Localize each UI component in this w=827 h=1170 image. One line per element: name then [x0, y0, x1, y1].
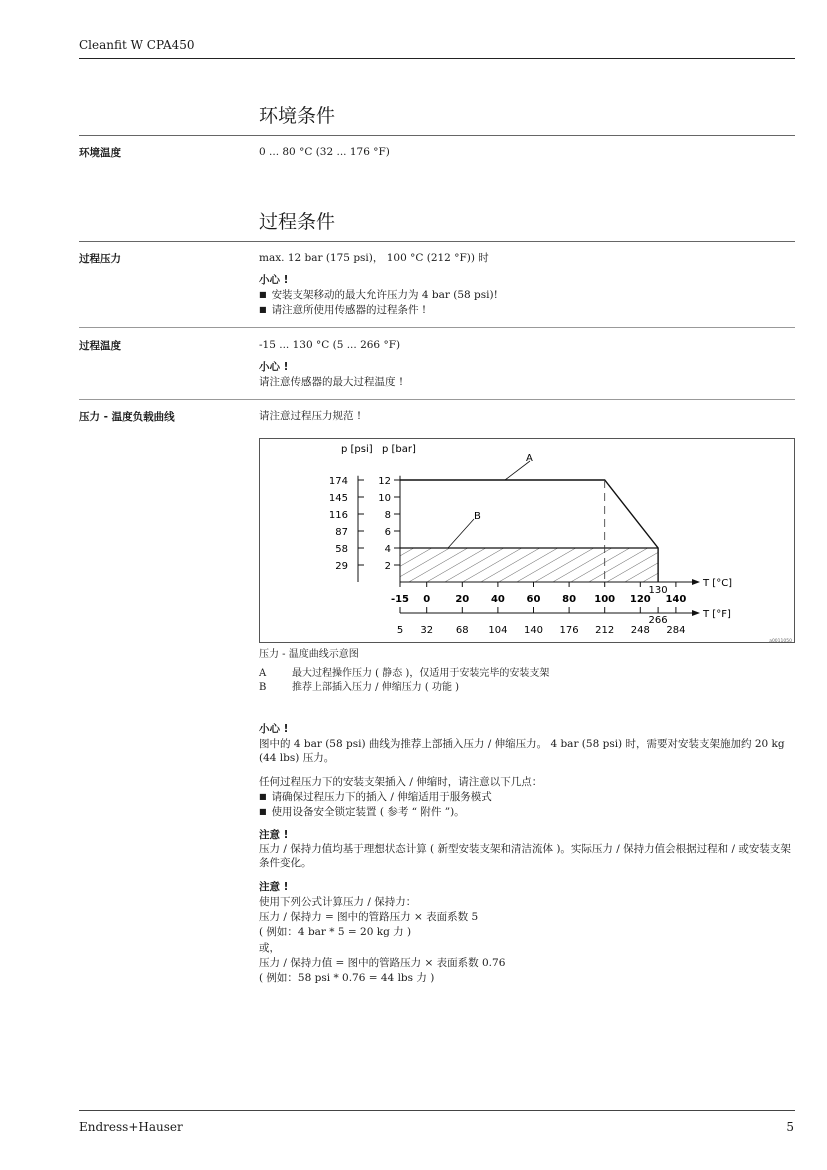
x-tick-label-f: 284 — [666, 625, 686, 636]
insertion-intro: 任何过程压力下的安装支架插入 / 伸缩时，请注意以下几点： — [259, 776, 543, 788]
formula-line: 或， — [259, 942, 280, 954]
y-tick-label-bar: 6 — [384, 527, 391, 538]
x-tick-label-f: 104 — [488, 625, 508, 636]
x-tick-label-f: 5 — [396, 625, 404, 636]
formula-line: 压力 / 保持力 = 图中的管路压力 × 表面系数 5 — [259, 911, 479, 923]
figure-caption: 压力 - 温度曲线示意图 — [259, 649, 359, 660]
x-tick-label-c: 60 — [526, 594, 541, 605]
pressure-temperature-chart — [259, 438, 795, 643]
footer-brand: Endress+Hauser — [79, 1120, 183, 1134]
note-heading: 注意 ! — [259, 829, 289, 841]
y-tick-label-bar: 10 — [378, 493, 391, 504]
y-axis-label-bar: p [bar] — [382, 444, 416, 455]
legend-key: A — [259, 668, 267, 679]
x-tick-label-c: 20 — [455, 594, 470, 605]
ambient-temperature-label: 环境温度 — [79, 147, 121, 159]
caution-text: 图中的 4 bar (58 psi) 曲线为推荐上部插入压力 / 伸缩压力。 4 bar (58 psi) 时，需要对安装支架施加约 20 kg (44 lbs) 压力。 — [259, 738, 785, 764]
x-tick-label-c: 120 — [629, 594, 651, 605]
x-axis-f-arrow — [692, 610, 700, 616]
process-pressure-label: 过程压力 — [79, 253, 121, 265]
x-tick-label-c: -15 — [390, 594, 410, 605]
caution-heading: 小心 ! — [259, 723, 289, 735]
footer-rule — [79, 1110, 795, 1111]
section-heading-environment: 环境条件 — [259, 105, 336, 127]
x-tick-label-c-130: 130 — [648, 585, 668, 596]
legend-text: 推荐上部插入压力 / 伸缩压力 ( 功能 ) — [292, 682, 460, 693]
note-heading: 注意 ! — [259, 881, 289, 893]
x-tick-label-c: 100 — [594, 594, 616, 605]
ambient-temperature-value: 0 ... 80 °C (32 ... 176 °F) — [259, 146, 390, 158]
process-pressure-value: max. 12 bar (175 psi)， 100 °C (212 °F)) 时 — [259, 252, 489, 264]
row-rule — [79, 399, 795, 400]
section-heading-process: 过程条件 — [259, 211, 336, 233]
figure-code: a0011050 — [769, 639, 792, 644]
x-tick-label-f: 176 — [559, 625, 579, 636]
section-rule — [79, 241, 795, 242]
y-tick-label-psi: 58 — [335, 544, 348, 555]
header-rule — [79, 58, 795, 59]
legend-text: 最大过程操作压力 ( 静态 )，仅适用于安装完毕的安装支架 — [292, 668, 550, 679]
legend-key: B — [259, 682, 267, 693]
y-tick-label-bar: 8 — [384, 510, 391, 521]
annotation-b-leader — [448, 519, 474, 548]
x-axis-label-c: T [°C] — [703, 578, 733, 589]
annotation-a: A — [526, 453, 533, 464]
note-text: 压力 / 保持力值均基于理想状态计算 ( 新型安装支架和清洁流体 )。实际压力 / 保持力值会根据过程和 / 或安装支架条件变化。 — [259, 843, 791, 869]
row-rule — [79, 327, 795, 328]
process-temperature-value: -15 ... 130 °C (5 ... 266 °F) — [259, 339, 401, 351]
formula-line: 使用下列公式计算压力 / 保持力： — [259, 896, 417, 908]
y-tick-label-bar: 2 — [384, 561, 391, 572]
x-axis-c-arrow — [692, 579, 700, 585]
x-tick-label-f: 212 — [595, 625, 615, 636]
x-axis-label-f: T [°F] — [703, 609, 731, 620]
annotation-b: B — [474, 511, 481, 522]
x-tick-label-f-266: 266 — [648, 615, 668, 626]
pressure-bullet: ■ 请注意所使用传感器的过程条件 ! — [259, 303, 799, 318]
formula-line: 压力 / 保持力值 = 图中的管路压力 × 表面系数 0.76 — [259, 957, 506, 969]
process-temperature-label: 过程温度 — [79, 340, 121, 352]
curve-intro-text: 请注意过程压力规范 ! — [259, 410, 362, 422]
insertion-bullet: ■ 请确保过程压力下的插入 / 伸缩适用于服务模式 — [259, 790, 799, 805]
x-tick-label-c: 140 — [665, 594, 687, 605]
pressure-caution-heading: 小心 ! — [259, 274, 289, 286]
document-header-title: Cleanfit W CPA450 — [79, 38, 195, 52]
x-tick-label-f: 32 — [420, 625, 434, 636]
section-rule — [79, 135, 795, 136]
y-tick-label-psi: 145 — [328, 493, 348, 504]
x-tick-label-f: 68 — [455, 625, 469, 636]
formula-line: ( 例如：4 bar * 5 = 20 kg 力 ) — [259, 926, 412, 938]
page-number: 5 — [786, 1120, 794, 1134]
temperature-caution-heading: 小心 ! — [259, 361, 289, 373]
temperature-caution-text: 请注意传感器的最大过程温度 ! — [259, 376, 404, 388]
y-tick-label-bar: 12 — [378, 476, 391, 487]
formula-line: ( 例如：58 psi * 0.76 = 44 lbs 力 ) — [259, 972, 435, 984]
x-tick-label-f: 140 — [523, 625, 544, 636]
pressure-temperature-curve-label: 压力 - 温度负载曲线 — [79, 411, 175, 423]
region-b-hatch — [400, 548, 658, 582]
y-tick-label-psi: 87 — [335, 527, 348, 538]
y-axis-label-psi: p [psi] — [341, 444, 373, 455]
y-tick-label-psi: 174 — [328, 476, 348, 487]
x-tick-label-c: 80 — [562, 594, 577, 605]
x-tick-label-c: 0 — [423, 594, 431, 605]
y-tick-label-psi: 29 — [335, 561, 348, 572]
pressure-bullet: ■ 安装支架移动的最大允许压力为 4 bar (58 psi)! — [259, 288, 799, 303]
y-tick-label-psi: 116 — [328, 510, 348, 521]
insertion-bullet: ■ 使用设备安全锁定装置 ( 参考 “ 附件 ”)。 — [259, 805, 799, 820]
chart-canvas — [260, 439, 796, 644]
x-tick-label-c: 40 — [490, 594, 505, 605]
x-tick-label-f: 248 — [630, 625, 650, 636]
y-tick-label-bar: 4 — [384, 544, 391, 555]
